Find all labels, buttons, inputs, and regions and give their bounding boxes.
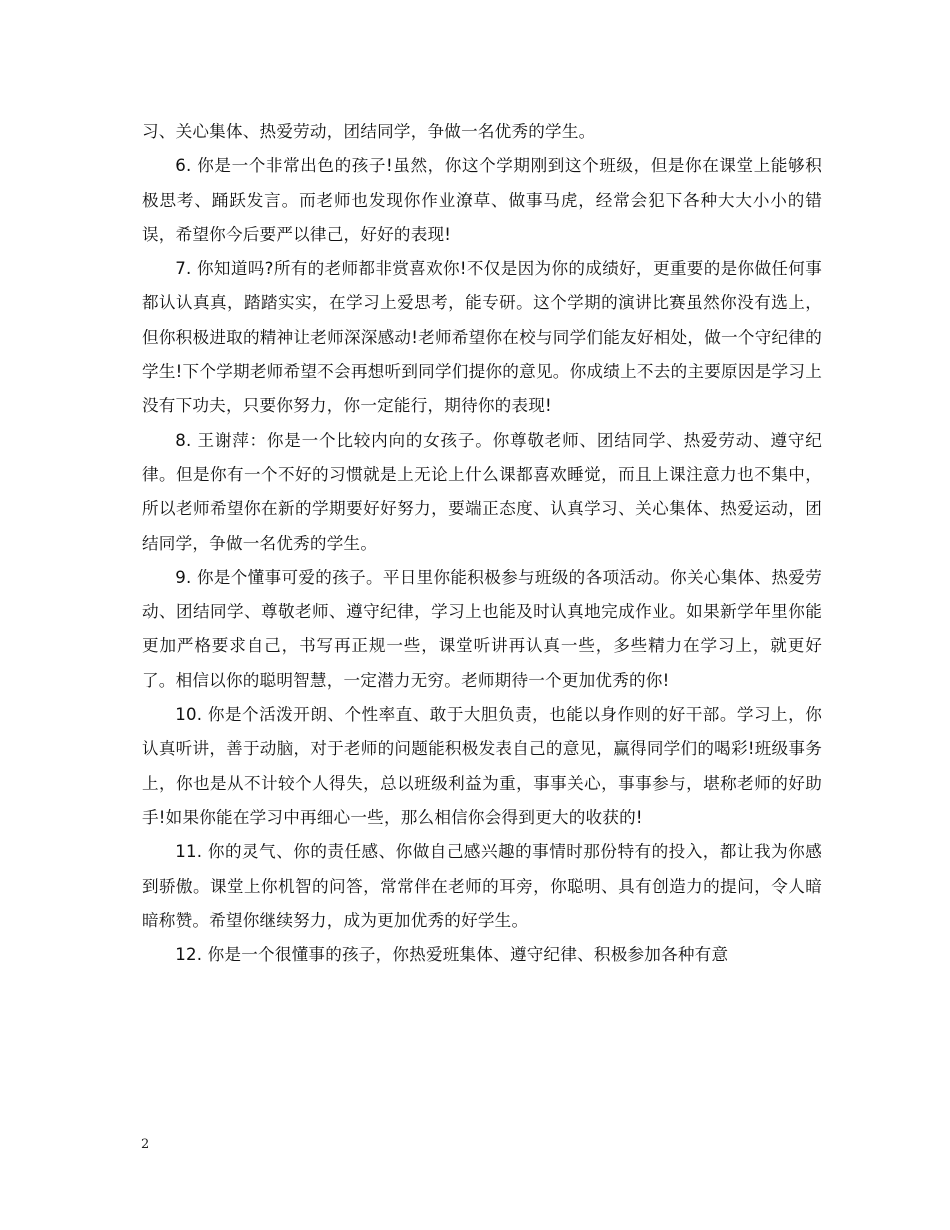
paragraph-item-12: 12. 你是一个很懂事的孩子，你热爱班集体、遵守纪律、积极参加各种有意	[175, 945, 729, 965]
paragraph-item-6: 6. 你是一个非常出色的孩子!虽然，你这个学期刚到这个班级，但是你在课堂上能够积极思考、踊跃发言。而老师也发现你作业潦草、做事马虎，经常会犯下各种大大小小的错误，希望你今后要严以律己，好好的表现!	[142, 156, 822, 244]
paragraph-item-9: 9. 你是个懂事可爱的孩子。平日里你能积极参与班级的各项活动。你关心集体、热爱劳动、团结同学、尊敬老师、遵守纪律，学习上也能及时认真地完成作业。如果新学年里你能更加严格要求自己，书写再正规一些，课堂听讲再认真一些，多些精力在学习上，就更好了。相信以你的聪明智慧，一定潜力无穷。老师期待一个更加优秀的你!	[142, 567, 822, 690]
page-number: 2	[141, 1137, 150, 1152]
paragraph-item-7: 7. 你知道吗?所有的老师都非赏喜欢你!不仅是因为你的成绩好，更重要的是你做任何事都认认真真，踏踏实实，在学习上爱思考，能专研。这个学期的演讲比赛虽然你没有选上，但你积极进取的精神让老师深深感动!老师希望你在校与同学们能友好相处，做一个守纪律的学生!下个学期老师希望不会再想听到同学们提你的意见。你成绩上不去的主要原因是学习上没有下功夫，只要你努力，你一定能行，期待你的表现!	[142, 259, 822, 416]
paragraph-item-10: 10. 你是个活泼开朗、个性率直、敢于大胆负责，也能以身作则的好干部。学习上，你认真听讲，善于动脑，对于老师的问题能积极发表自己的意见，赢得同学们的喝彩!班级事务上，你也是从不计较个人得失，总以班级利益为重，事事关心，事事参与，堪称老师的好助手!如果你能在学习中再细心一些，那么相信你会得到更大的收获的!	[142, 705, 822, 827]
document-body	[142, 115, 822, 972]
paragraph-continuation: 习、关心集体、热爱劳动，团结同学，争做一名优秀的学生。	[142, 122, 596, 141]
paragraph-item-8: 8. 王谢萍：你是一个比较内向的女孩子。你尊敬老师、团结同学、热爱劳动、遵守纪律。但是你有一个不好的习惯就是上无论上什么课都喜欢睡觉，而且上课注意力也不集中，所以老师希望你在新的学期要好好努力，要端正态度、认真学习、关心集体、热爱运动，团结同学，争做一名优秀的学生。	[142, 430, 822, 553]
paragraph-item-11: 11. 你的灵气、你的责任感、你做自己感兴趣的事情时那份特有的投入，都让我为你感到骄傲。课堂上你机智的问答，常常伴在老师的耳旁，你聪明、具有创造力的提问，令人暗暗称赞。希望你继续努力，成为更加优秀的好学生。	[142, 842, 822, 930]
